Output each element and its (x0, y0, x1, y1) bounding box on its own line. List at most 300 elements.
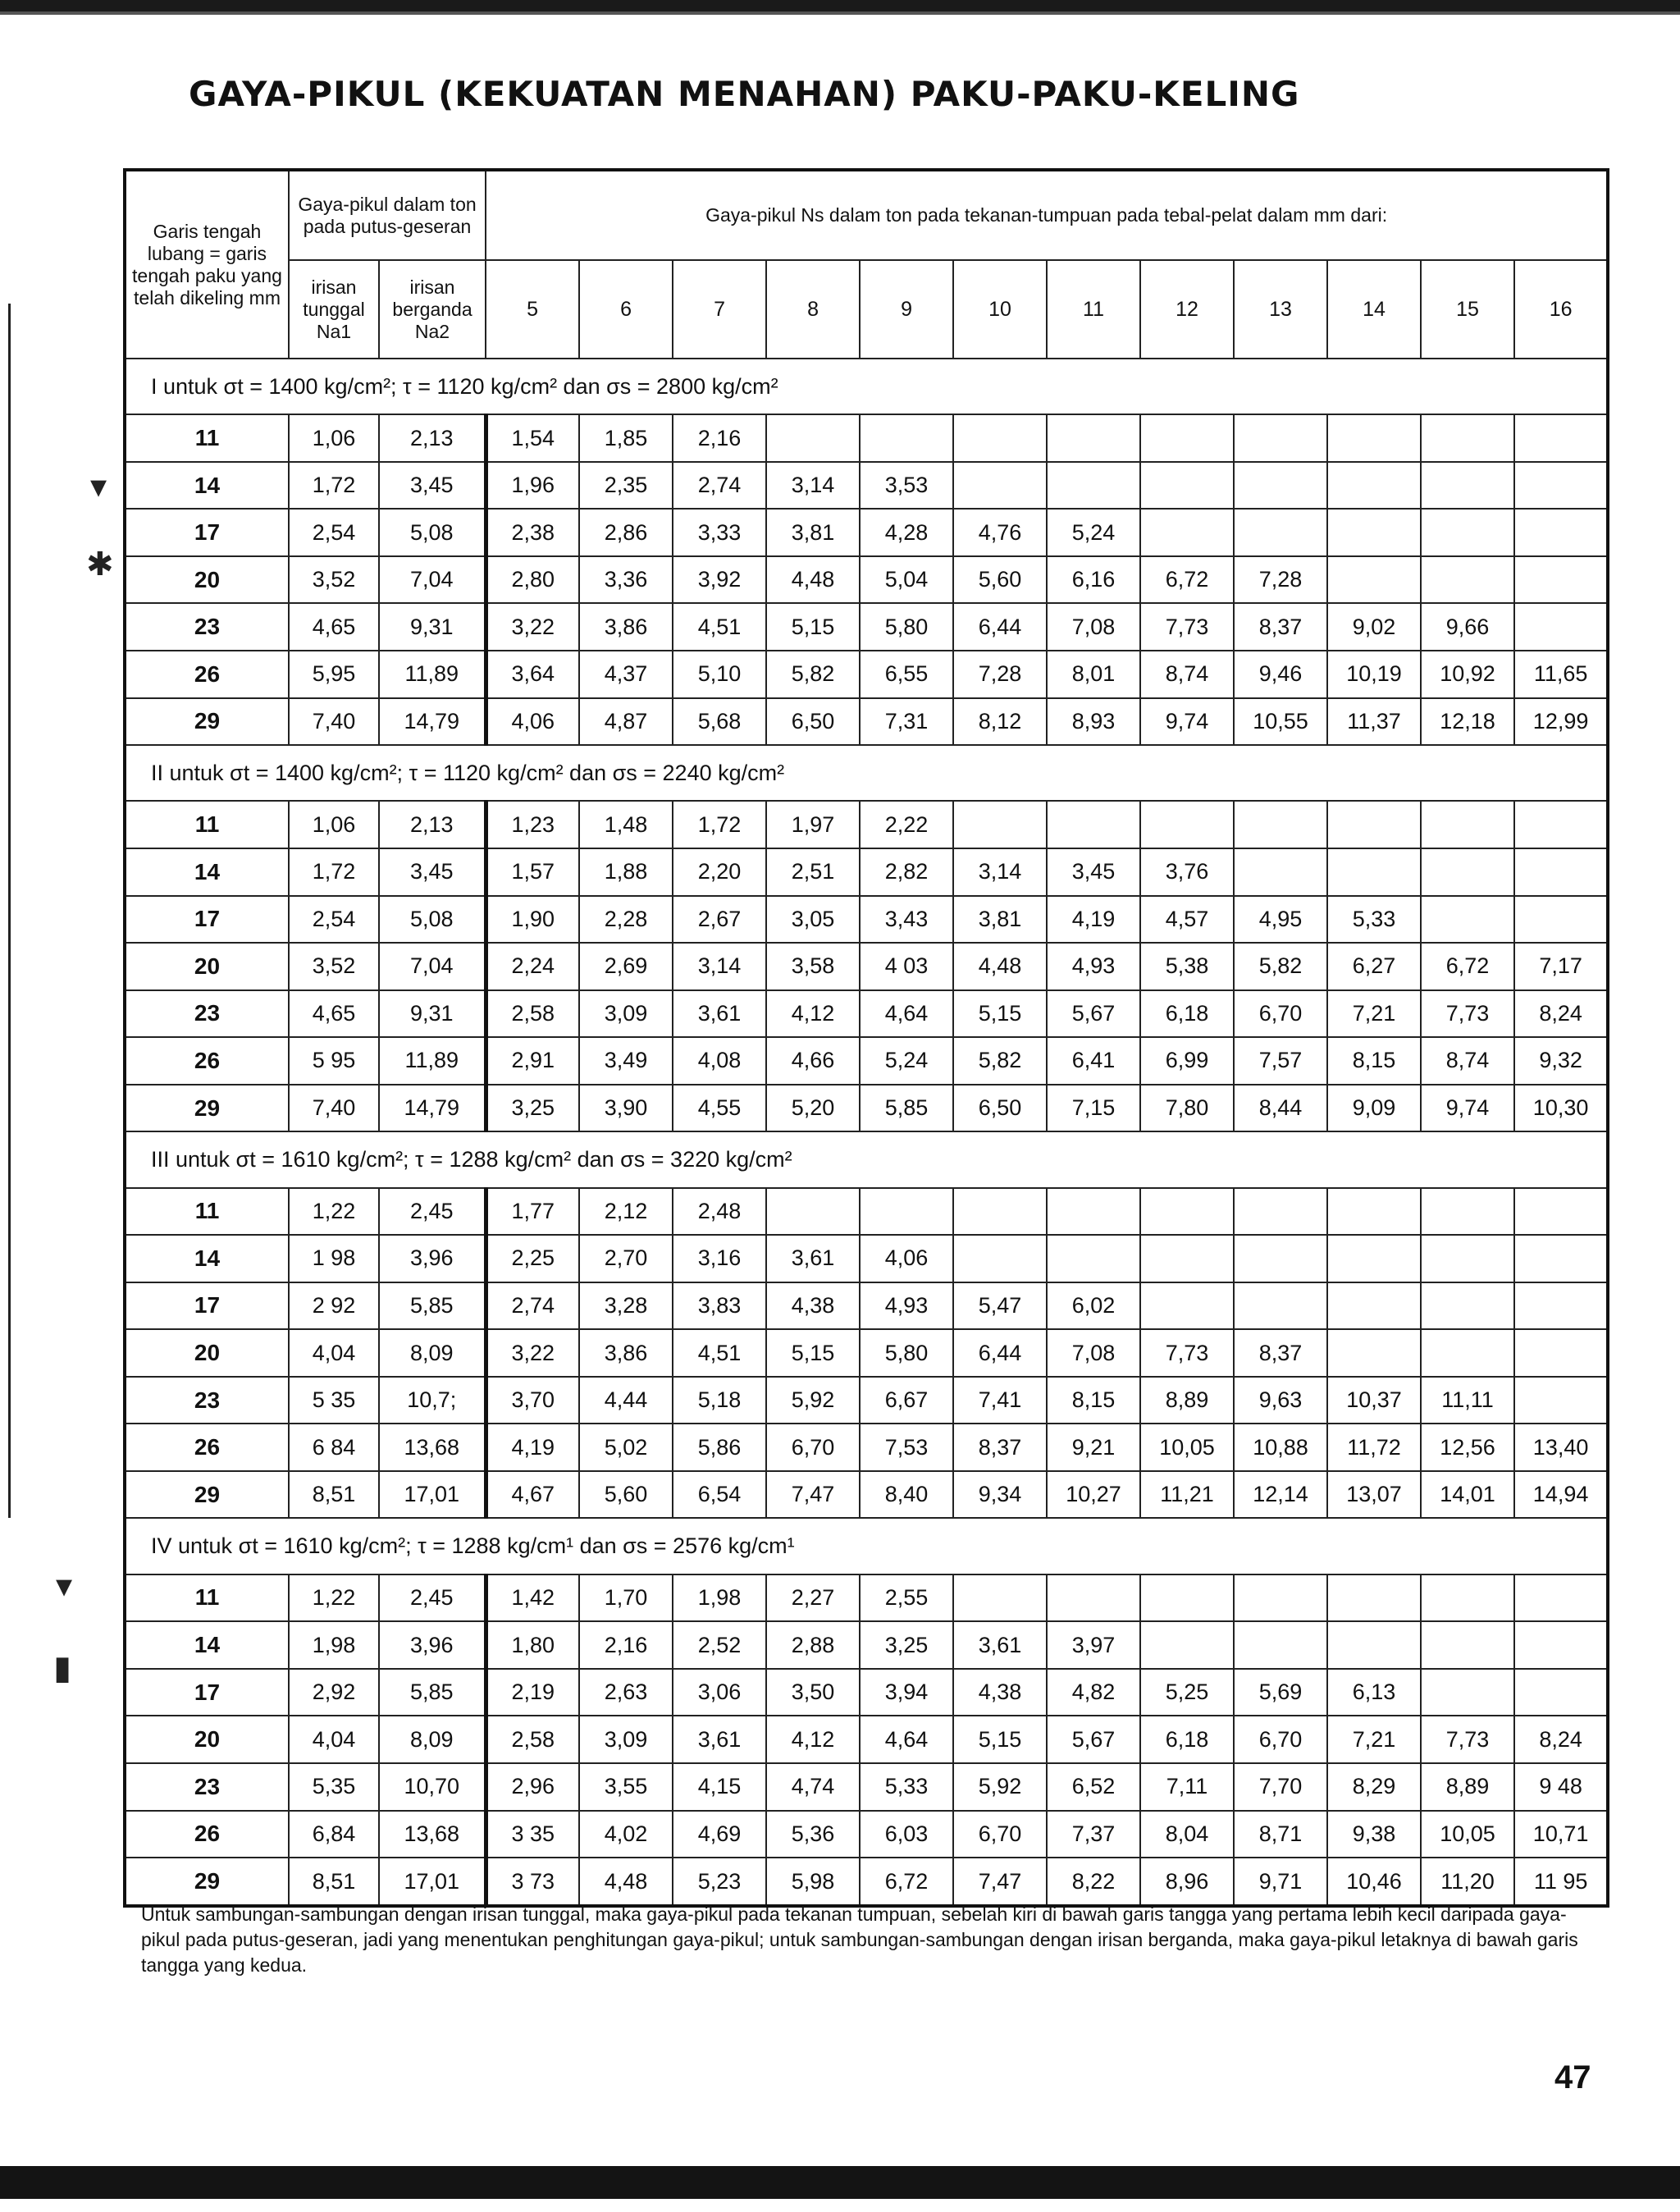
bearing-cell: 6,27 (1327, 943, 1421, 990)
bearing-cell: 5,69 (1234, 1669, 1327, 1716)
table-row (125, 1621, 1608, 1669)
bearing-cell: 3,61 (953, 1621, 1047, 1669)
bearing-cell: 3,36 (579, 556, 673, 604)
bearing-cell: 2,22 (860, 801, 953, 848)
bearing-cell: 6,70 (953, 1811, 1047, 1858)
bearing-cell: 6,70 (1234, 1716, 1327, 1763)
bearing-cell: 9,21 (1047, 1424, 1140, 1471)
thickness-header: 14 (1327, 260, 1421, 359)
bearing-cell (1514, 556, 1608, 604)
table-row (125, 1037, 1608, 1085)
table-row (125, 509, 1608, 556)
bearing-cell: 2,12 (579, 1188, 673, 1236)
table-row (125, 990, 1608, 1038)
bearing-cell: 3,16 (673, 1235, 766, 1282)
single-shear-cell: 2,92 (289, 1669, 379, 1716)
bearing-cell: 3,61 (673, 1716, 766, 1763)
double-shear-cell: 13,68 (379, 1424, 486, 1471)
bearing-cell (1327, 848, 1421, 896)
table-row (125, 698, 1608, 746)
bearing-cell: 5,80 (860, 1329, 953, 1377)
bearing-cell: 8,37 (1234, 1329, 1327, 1377)
bearing-cell: 2,19 (486, 1669, 579, 1716)
bearing-cell: 5,15 (953, 1716, 1047, 1763)
double-shear-cell: 11,89 (379, 651, 486, 698)
bearing-cell: 10,55 (1234, 698, 1327, 746)
bearing-cell (1327, 801, 1421, 848)
section-title-row (125, 359, 1608, 414)
diameter-header: Garis tengah lubang = garis tengah paku yang telah dikeling mm (125, 170, 289, 359)
bearing-cell: 6,54 (673, 1471, 766, 1519)
section-title: III untuk σt = 1610 kg/cm²; τ = 1288 kg/cm² dan σs = 3220 kg/cm² (125, 1131, 1608, 1187)
table-row (125, 414, 1608, 462)
section-title-row (125, 1131, 1608, 1187)
bearing-cell: 6,67 (860, 1377, 953, 1424)
double-shear-cell: 5,85 (379, 1669, 486, 1716)
bearing-cell: 2,55 (860, 1574, 953, 1622)
bearing-cell (1140, 1282, 1234, 1330)
bearing-cell: 4,82 (1047, 1669, 1140, 1716)
bearing-cell (766, 414, 860, 462)
bearing-cell (1327, 1621, 1421, 1669)
bearing-cell (1514, 848, 1608, 896)
bearing-cell: 4,15 (673, 1763, 766, 1811)
bearing-cell: 6,03 (860, 1811, 953, 1858)
bearing-cell (766, 1188, 860, 1236)
table-row (125, 943, 1608, 990)
bearing-cell: 3,53 (860, 462, 953, 510)
double-shear-cell: 5,08 (379, 896, 486, 944)
bearing-cell: 8,37 (1234, 603, 1327, 651)
bearing-cell: 5,18 (673, 1377, 766, 1424)
bearing-cell: 5,24 (860, 1037, 953, 1085)
bearing-cell (1140, 462, 1234, 510)
bearing-cell: 1,80 (486, 1621, 579, 1669)
bearing-cell: 4,48 (579, 1858, 673, 1906)
bearing-cell: 5,68 (673, 698, 766, 746)
bearing-cell: 10,88 (1234, 1424, 1327, 1471)
section-title: IV untuk σt = 1610 kg/cm²; τ = 1288 kg/cm¹ dan σs = 2576 kg/cm¹ (125, 1518, 1608, 1574)
bearing-cell: 8,04 (1140, 1811, 1234, 1858)
bearing-cell: 3,43 (860, 896, 953, 944)
bearing-cell: 6,18 (1140, 1716, 1234, 1763)
bearing-cell: 4,67 (486, 1471, 579, 1519)
bearing-cell: 8,22 (1047, 1858, 1140, 1906)
diameter-cell: 20 (125, 943, 289, 990)
bearing-cell: 8,29 (1327, 1763, 1421, 1811)
single-shear-cell: 7,40 (289, 1085, 379, 1132)
bearing-cell (1140, 801, 1234, 848)
bearing-cell: 4,69 (673, 1811, 766, 1858)
bearing-cell: 3,14 (766, 462, 860, 510)
bearing-cell: 4,12 (766, 1716, 860, 1763)
table-row (125, 1669, 1608, 1716)
bearing-cell: 6,13 (1327, 1669, 1421, 1716)
bearing-cell (1421, 1188, 1514, 1236)
double-shear-cell: 3,96 (379, 1235, 486, 1282)
bearing-cell: 11,72 (1327, 1424, 1421, 1471)
bearing-cell (1421, 1329, 1514, 1377)
bearing-cell: 3,25 (486, 1085, 579, 1132)
bearing-cell (1047, 801, 1140, 848)
bearing-cell: 8,24 (1514, 1716, 1608, 1763)
bearing-cell: 9,74 (1421, 1085, 1514, 1132)
bearing-cell (1514, 1235, 1608, 1282)
bearing-cell: 5,36 (766, 1811, 860, 1858)
single-shear-cell: 4,04 (289, 1716, 379, 1763)
bearing-cell: 3 35 (486, 1811, 579, 1858)
single-shear-cell: 4,65 (289, 603, 379, 651)
double-shear-cell: 8,09 (379, 1329, 486, 1377)
table-body (125, 359, 1608, 1906)
bearing-cell: 3,90 (579, 1085, 673, 1132)
bearing-cell: 8,74 (1140, 651, 1234, 698)
bearing-cell: 4,95 (1234, 896, 1327, 944)
bearing-cell: 5,15 (766, 603, 860, 651)
bearing-cell: 8,15 (1327, 1037, 1421, 1085)
bearing-cell (1234, 462, 1327, 510)
page-title: GAYA-PIKUL (KEKUATAN MENAHAN) PAKU-PAKU-KELING (189, 74, 1300, 114)
single-shear-cell: 2,54 (289, 896, 379, 944)
bearing-cell: 4,74 (766, 1763, 860, 1811)
bearing-cell: 5,82 (953, 1037, 1047, 1085)
bearing-cell: 3,25 (860, 1621, 953, 1669)
bearing-cell: 9,09 (1327, 1085, 1421, 1132)
bearing-cell (1421, 1574, 1514, 1622)
double-shear-cell: 13,68 (379, 1811, 486, 1858)
bearing-cell: 8,89 (1421, 1763, 1514, 1811)
bearing-cell: 6,02 (1047, 1282, 1140, 1330)
bearing-cell: 4,12 (766, 990, 860, 1038)
bearing-cell (953, 1235, 1047, 1282)
bearing-cell: 3,58 (766, 943, 860, 990)
bearing-cell: 3,49 (579, 1037, 673, 1085)
diameter-cell: 17 (125, 1282, 289, 1330)
bearing-cell: 9,32 (1514, 1037, 1608, 1085)
bearing-cell (860, 1188, 953, 1236)
diameter-cell: 11 (125, 1188, 289, 1236)
table-row (125, 556, 1608, 604)
bearing-cell: 3,76 (1140, 848, 1234, 896)
bearing-cell: 7,28 (1234, 556, 1327, 604)
bearing-cell: 3,94 (860, 1669, 953, 1716)
bearing-cell: 9,38 (1327, 1811, 1421, 1858)
bearing-cell (1047, 1574, 1140, 1622)
bearing-cell (1327, 509, 1421, 556)
bearing-cell (1421, 414, 1514, 462)
thickness-header: 8 (766, 260, 860, 359)
bearing-cell: 7,73 (1421, 990, 1514, 1038)
bearing-cell: 8,12 (953, 698, 1047, 746)
bearing-cell: 4,57 (1140, 896, 1234, 944)
bearing-cell: 7,28 (953, 651, 1047, 698)
bearing-cell: 8,40 (860, 1471, 953, 1519)
bearing-cell (1234, 1235, 1327, 1282)
bearing-cell (1327, 462, 1421, 510)
double-shear-header: irisan berganda Na2 (379, 260, 486, 359)
margin-mark: ✱ (86, 546, 114, 583)
bearing-cell: 3,45 (1047, 848, 1140, 896)
bearing-cell: 14,01 (1421, 1471, 1514, 1519)
bearing-cell: 5,92 (953, 1763, 1047, 1811)
bearing-cell (1514, 603, 1608, 651)
bearing-cell: 1,77 (486, 1188, 579, 1236)
bearing-cell: 2,48 (673, 1188, 766, 1236)
single-shear-cell: 1,72 (289, 848, 379, 896)
margin-mark: ▾ (90, 468, 107, 505)
bearing-cell (1421, 1282, 1514, 1330)
single-shear-cell: 1,22 (289, 1574, 379, 1622)
rivet-capacity-table-wrapper (123, 168, 1608, 1908)
bearing-cell: 1,23 (486, 801, 579, 848)
bearing-cell: 1,88 (579, 848, 673, 896)
bearing-cell: 9,34 (953, 1471, 1047, 1519)
table-row (125, 1858, 1608, 1906)
bearing-cell: 5,67 (1047, 990, 1140, 1038)
bearing-cell: 7,73 (1140, 603, 1234, 651)
single-shear-cell: 4,65 (289, 990, 379, 1038)
bearing-cell: 5,86 (673, 1424, 766, 1471)
bearing-cell (1514, 509, 1608, 556)
bearing-cell (1514, 462, 1608, 510)
bearing-cell: 4,38 (766, 1282, 860, 1330)
bearing-cell: 7,41 (953, 1377, 1047, 1424)
bearing-cell: 2,24 (486, 943, 579, 990)
bearing-cell (1047, 1235, 1140, 1282)
bearing-cell: 2,58 (486, 990, 579, 1038)
bearing-cell (1514, 1329, 1608, 1377)
single-shear-cell: 2,54 (289, 509, 379, 556)
bearing-cell (1514, 1574, 1608, 1622)
double-shear-cell: 17,01 (379, 1471, 486, 1519)
bearing-cell: 5,15 (953, 990, 1047, 1038)
bearing-cell (1047, 1188, 1140, 1236)
bearing-cell: 7,57 (1234, 1037, 1327, 1085)
bearing-cell: 5,23 (673, 1858, 766, 1906)
bearing-cell: 12,18 (1421, 698, 1514, 746)
bearing-cell: 2,69 (579, 943, 673, 990)
bearing-cell (1327, 414, 1421, 462)
thickness-header: 9 (860, 260, 953, 359)
bearing-group-header: Gaya-pikul Ns dalam ton pada tekanan-tumpuan pada tebal-pelat dalam mm dari: (486, 170, 1608, 260)
thickness-header: 5 (486, 260, 579, 359)
table-row (125, 1282, 1608, 1330)
bearing-cell (1514, 1377, 1608, 1424)
table-row (125, 1188, 1608, 1236)
single-shear-cell: 5 95 (289, 1037, 379, 1085)
bearing-cell: 8,24 (1514, 990, 1608, 1038)
bearing-cell: 5,02 (579, 1424, 673, 1471)
bearing-cell: 7,47 (953, 1858, 1047, 1906)
single-shear-cell: 7,40 (289, 698, 379, 746)
bearing-cell: 1,70 (579, 1574, 673, 1622)
bearing-cell: 8,93 (1047, 698, 1140, 746)
bearing-cell (953, 1188, 1047, 1236)
bearing-cell: 4,93 (1047, 943, 1140, 990)
bearing-cell (1234, 1574, 1327, 1622)
table-row (125, 1716, 1608, 1763)
footnote: Untuk sambungan-sambungan dengan irisan tunggal, maka gaya-pikul pada tekanan tumpuan, sebelah kiri di bawah garis tangga yang pertama lebih kecil daripada gaya-pikul pada putus-geseran, jadi yang menentukan penghitungan gaya-pikul; untuk sambungan-sambungan dengan irisan berganda, maka gaya-pikul letaknya di bawah garis tangga yang kedua. (141, 1904, 1578, 1976)
bearing-cell: 3,28 (579, 1282, 673, 1330)
bearing-cell: 5,92 (766, 1377, 860, 1424)
bearing-cell: 7,31 (860, 698, 953, 746)
bearing-cell: 1,85 (579, 414, 673, 462)
bearing-cell: 7,08 (1047, 1329, 1140, 1377)
double-shear-cell: 14,79 (379, 1085, 486, 1132)
bearing-cell (1514, 1282, 1608, 1330)
double-shear-cell: 10,7; (379, 1377, 486, 1424)
single-shear-cell: 2 92 (289, 1282, 379, 1330)
bearing-cell (1140, 509, 1234, 556)
bearing-cell: 3,22 (486, 1329, 579, 1377)
bearing-cell: 8,71 (1234, 1811, 1327, 1858)
bearing-cell (1327, 1235, 1421, 1282)
bearing-cell (1327, 556, 1421, 604)
bearing-cell: 2,70 (579, 1235, 673, 1282)
bearing-cell (1234, 1621, 1327, 1669)
bearing-cell: 4,93 (860, 1282, 953, 1330)
bearing-cell: 9,66 (1421, 603, 1514, 651)
bearing-cell: 4,19 (486, 1424, 579, 1471)
table-row (125, 1235, 1608, 1282)
bearing-cell: 10,27 (1047, 1471, 1140, 1519)
bearing-cell: 4,48 (953, 943, 1047, 990)
diameter-cell: 23 (125, 1377, 289, 1424)
diameter-cell: 17 (125, 896, 289, 944)
bearing-cell: 3,81 (766, 509, 860, 556)
bearing-cell: 2,82 (860, 848, 953, 896)
bearing-cell: 5,60 (953, 556, 1047, 604)
bearing-cell: 8,01 (1047, 651, 1140, 698)
bearing-cell: 7,17 (1514, 943, 1608, 990)
single-shear-cell: 8,51 (289, 1858, 379, 1906)
bearing-cell: 5,33 (1327, 896, 1421, 944)
bearing-cell (1140, 414, 1234, 462)
bearing-cell: 2,91 (486, 1037, 579, 1085)
bearing-cell: 3,09 (579, 990, 673, 1038)
bearing-cell (953, 801, 1047, 848)
bearing-cell: 1,98 (673, 1574, 766, 1622)
bearing-cell: 2,16 (673, 414, 766, 462)
bearing-cell (1327, 1574, 1421, 1622)
thickness-header: 15 (1421, 260, 1514, 359)
bearing-cell: 2,67 (673, 896, 766, 944)
single-shear-cell: 4,04 (289, 1329, 379, 1377)
bearing-cell: 3,86 (579, 603, 673, 651)
page-left-edge (0, 304, 11, 1518)
bearing-cell: 5,20 (766, 1085, 860, 1132)
bearing-cell: 3,81 (953, 896, 1047, 944)
double-shear-cell: 3,45 (379, 462, 486, 510)
bearing-cell: 2,16 (579, 1621, 673, 1669)
table-row (125, 651, 1608, 698)
bearing-cell: 7,53 (860, 1424, 953, 1471)
diameter-cell: 14 (125, 1235, 289, 1282)
bearing-cell: 13,40 (1514, 1424, 1608, 1471)
bearing-cell: 9,02 (1327, 603, 1421, 651)
diameter-cell: 26 (125, 1811, 289, 1858)
bearing-cell: 6,99 (1140, 1037, 1234, 1085)
bearing-cell: 7,73 (1421, 1716, 1514, 1763)
bearing-cell: 7,21 (1327, 990, 1421, 1038)
bearing-cell (1514, 1188, 1608, 1236)
bearing-cell: 5,47 (953, 1282, 1047, 1330)
bearing-cell: 10,37 (1327, 1377, 1421, 1424)
rivet-capacity-table (123, 168, 1609, 1908)
bearing-cell: 4,51 (673, 1329, 766, 1377)
bearing-cell (1421, 801, 1514, 848)
bearing-cell: 4 03 (860, 943, 953, 990)
diameter-cell: 29 (125, 1085, 289, 1132)
bearing-cell: 1,90 (486, 896, 579, 944)
bearing-cell (1514, 896, 1608, 944)
diameter-cell: 17 (125, 1669, 289, 1716)
double-shear-cell: 9,31 (379, 990, 486, 1038)
bearing-cell: 4,08 (673, 1037, 766, 1085)
bearing-cell: 4,51 (673, 603, 766, 651)
bearing-cell: 1,42 (486, 1574, 579, 1622)
bearing-cell: 4,48 (766, 556, 860, 604)
bearing-cell: 3,83 (673, 1282, 766, 1330)
bearing-cell (1514, 414, 1608, 462)
bearing-cell: 7,47 (766, 1471, 860, 1519)
bearing-cell (1327, 1329, 1421, 1377)
margin-mark: ▮ (53, 1650, 72, 1686)
single-shear-cell: 5,35 (289, 1763, 379, 1811)
diameter-cell: 26 (125, 651, 289, 698)
single-shear-cell: 6,84 (289, 1811, 379, 1858)
single-shear-cell: 5,95 (289, 651, 379, 698)
bearing-cell: 6,44 (953, 603, 1047, 651)
bearing-cell (1234, 848, 1327, 896)
bearing-cell: 1,54 (486, 414, 579, 462)
bearing-cell: 12,99 (1514, 698, 1608, 746)
bearing-cell: 3 73 (486, 1858, 579, 1906)
single-shear-cell: 3,52 (289, 943, 379, 990)
bearing-cell: 4,55 (673, 1085, 766, 1132)
double-shear-cell: 5,08 (379, 509, 486, 556)
table-row (125, 801, 1608, 848)
bearing-cell (1514, 801, 1608, 848)
bearing-cell: 4,66 (766, 1037, 860, 1085)
bearing-cell: 2,88 (766, 1621, 860, 1669)
table-row (125, 1377, 1608, 1424)
bearing-cell (1234, 1188, 1327, 1236)
bearing-cell (953, 462, 1047, 510)
bearing-cell: 4,64 (860, 1716, 953, 1763)
bearing-cell: 11,65 (1514, 651, 1608, 698)
double-shear-cell: 7,04 (379, 556, 486, 604)
double-shear-cell: 3,96 (379, 1621, 486, 1669)
page-top-edge-shadow (0, 11, 1680, 15)
page-bottom-edge (0, 2166, 1680, 2199)
thickness-header: 16 (1514, 260, 1608, 359)
bearing-cell: 4,76 (953, 509, 1047, 556)
bearing-cell: 3,33 (673, 509, 766, 556)
single-shear-cell: 1,72 (289, 462, 379, 510)
bearing-cell: 2,35 (579, 462, 673, 510)
diameter-cell: 11 (125, 801, 289, 848)
bearing-cell: 5,60 (579, 1471, 673, 1519)
bearing-cell: 7,80 (1140, 1085, 1234, 1132)
bearing-cell: 7,37 (1047, 1811, 1140, 1858)
bearing-cell (1327, 1188, 1421, 1236)
diameter-cell: 14 (125, 462, 289, 510)
section-title: II untuk σt = 1400 kg/cm²; τ = 1120 kg/cm² dan σs = 2240 kg/cm² (125, 745, 1608, 801)
bearing-cell: 2,25 (486, 1235, 579, 1282)
double-shear-cell: 2,13 (379, 414, 486, 462)
bearing-cell: 2,74 (673, 462, 766, 510)
